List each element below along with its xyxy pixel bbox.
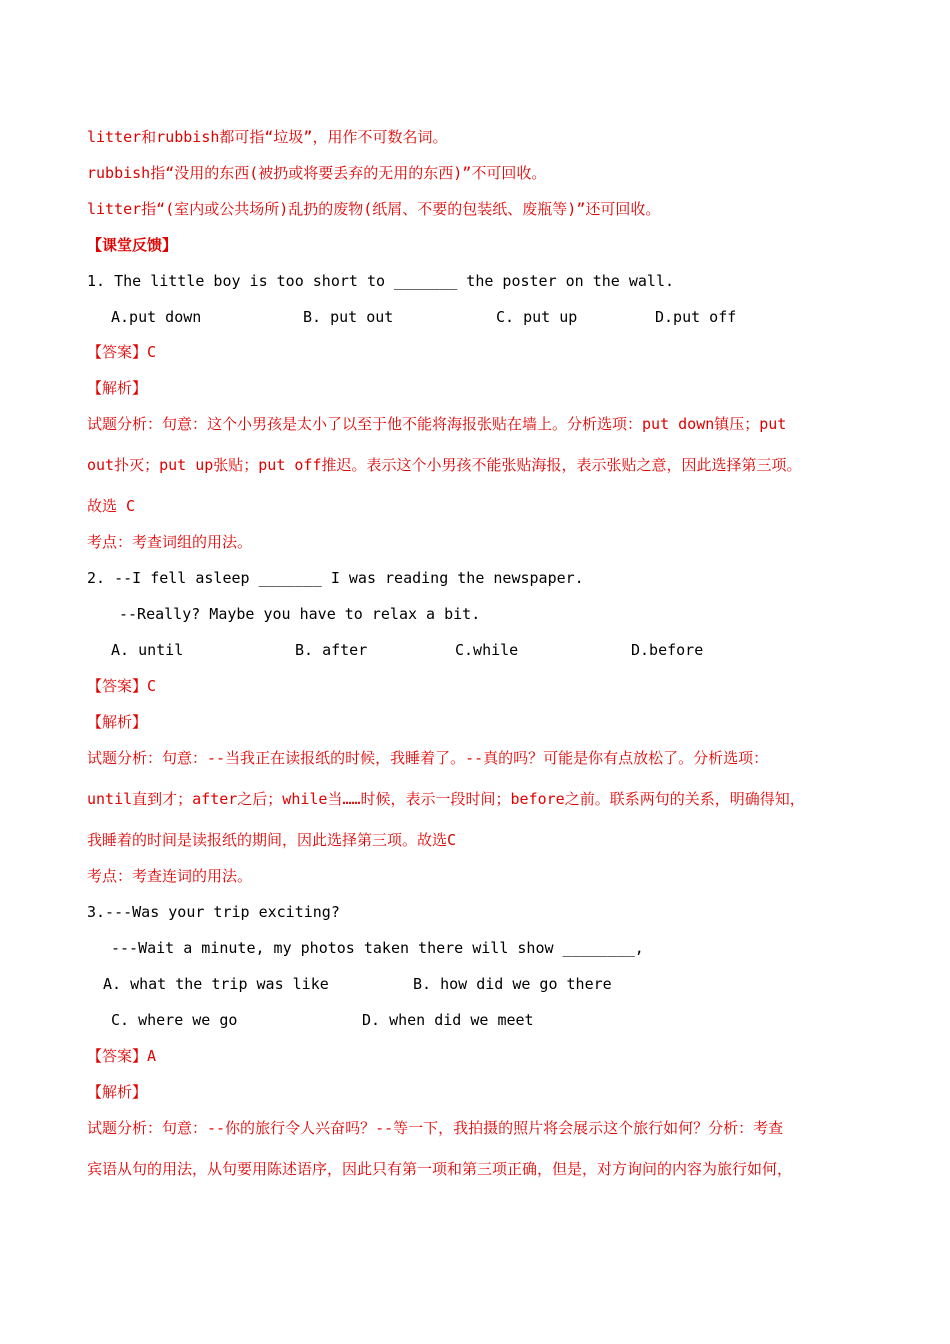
question-1-analysis-label: 【解析】 <box>87 379 148 397</box>
question-2-stem: 2. --I fell asleep _______ I was reading the newspaper. <box>87 569 584 587</box>
question-3-stem: 3.---Was your trip exciting? <box>87 903 340 921</box>
question-2-analysis-line: 我睡着的时间是读报纸的期间，因此选择第三项。故选C <box>87 831 457 849</box>
question-3-option-b: B. how did we go there <box>413 975 612 993</box>
question-1-stem: 1. The little boy is too short to _______ the poster on the wall. <box>87 272 674 290</box>
question-3-answer: 【答案】A <box>87 1047 157 1065</box>
question-1-analysis-line: 故选 C <box>87 497 136 515</box>
question-2-reply: --Really? Maybe you have to relax a bit. <box>119 605 481 623</box>
question-2-analysis-line: 试题分析：句意：--当我正在读报纸的时候，我睡着了。--真的吗？可能是你有点放松了。分析选项： <box>87 749 769 767</box>
question-2-analysis-line: until直到才；after之后；while当……时候，表示一段时间；before之前。联系两句的关系，明确得知， <box>87 790 805 808</box>
question-1-point: 考点：考查词组的用法。 <box>87 533 253 551</box>
question-2-option-d: D.before <box>631 641 704 659</box>
question-1-analysis-line: out扑灭；put up张贴；put off推迟。表示这个小男孩不能张贴海报，表示张贴之意，因此选择第三项。 <box>87 456 802 474</box>
note-line-1: litter和rubbish都可指“垃圾”，用作不可数名词。 <box>87 128 448 146</box>
question-3-option-c: C. where we go <box>111 1011 238 1029</box>
question-2-option-c: C.while <box>455 641 519 659</box>
question-2-option-b: B. after <box>295 641 368 659</box>
question-3-option-d: D. when did we meet <box>362 1011 534 1029</box>
question-3-analysis-line: 试题分析：句意：--你的旅行令人兴奋吗？--等一下，我拍摄的照片将会展示这个旅行如何？分析：考查 <box>87 1119 784 1137</box>
note-line-3: litter指“(室内或公共场所)乱扔的废物(纸屑、不要的包装纸、废瓶等)”还可回收。 <box>87 200 661 218</box>
question-3-reply: ---Wait a minute, my photos taken there will show ________, <box>111 939 644 957</box>
question-2-option-a: A. until <box>111 641 184 659</box>
note-line-2: rubbish指“没用的东西(被扔或将要丢弃的无用的东西)”不可回收。 <box>87 164 547 182</box>
question-1-option-d: D.put off <box>655 308 737 326</box>
question-3-analysis-label: 【解析】 <box>87 1083 148 1101</box>
question-2-answer: 【答案】C <box>87 677 157 695</box>
question-1-option-a: A.put down <box>111 308 202 326</box>
question-3-option-a: A. what the trip was like <box>103 975 329 993</box>
question-2-analysis-label: 【解析】 <box>87 713 148 731</box>
question-3-analysis-line: 宾语从句的用法，从句要用陈述语序，因此只有第一项和第三项正确，但是，对方询问的内容为旅行如何， <box>87 1160 793 1178</box>
question-1-answer: 【答案】C <box>87 343 157 361</box>
question-1-option-c: C. put up <box>496 308 578 326</box>
question-1-analysis-line: 试题分析：句意：这个小男孩是太小了以至于他不能将海报张贴在墙上。分析选项：put down镇压；put <box>87 415 787 433</box>
question-1-option-b: B. put out <box>303 308 394 326</box>
question-2-point: 考点：考查连词的用法。 <box>87 867 253 885</box>
section-title: 【课堂反馈】 <box>87 236 178 254</box>
